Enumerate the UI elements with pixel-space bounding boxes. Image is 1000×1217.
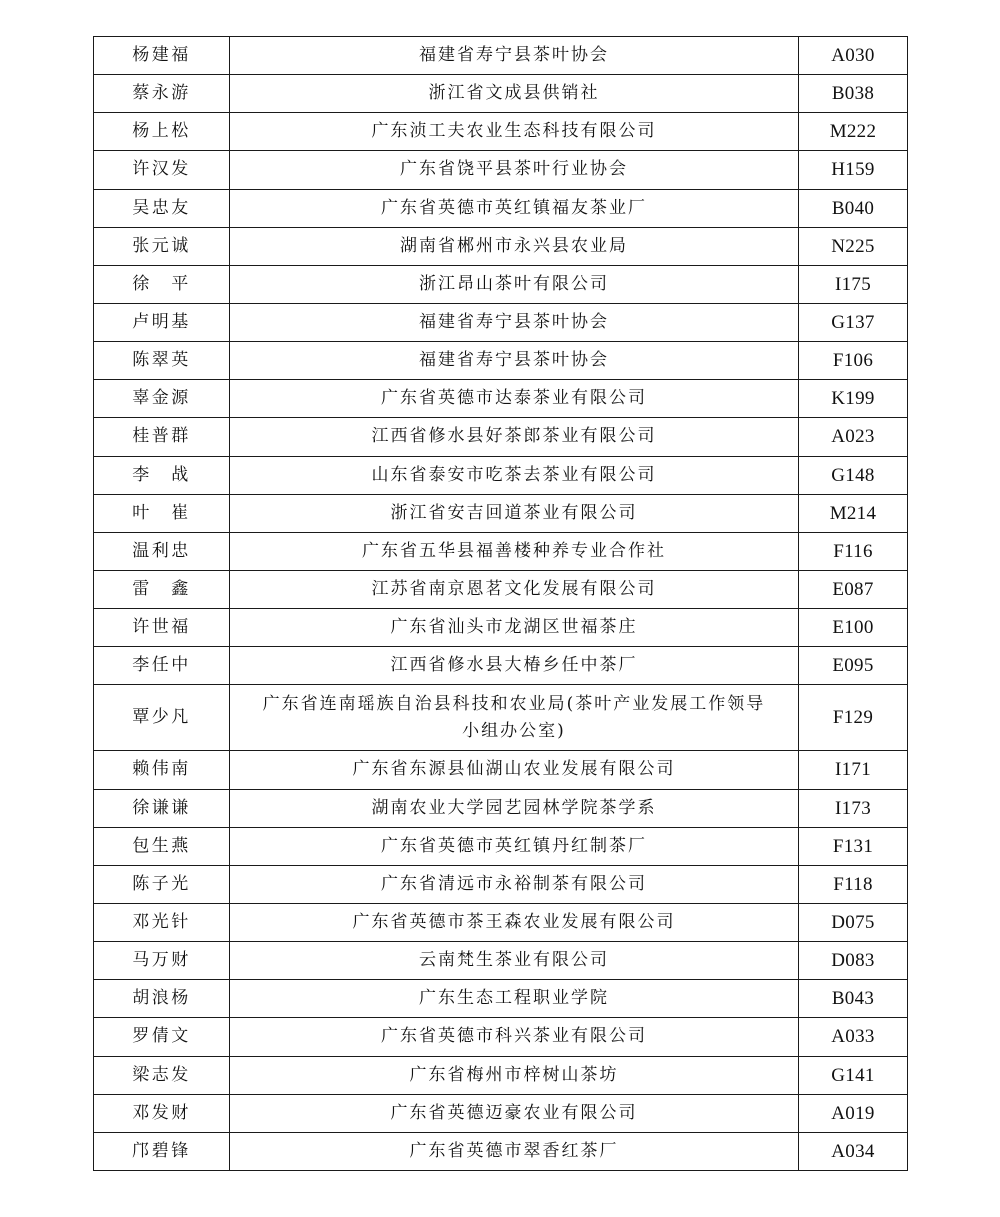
organization-cell: 广东浈工夫农业生态科技有限公司	[230, 113, 799, 151]
organization-cell: 云南梵生茶业有限公司	[230, 942, 799, 980]
name-cell: 雷 鑫	[94, 570, 230, 608]
organization-cell: 山东省泰安市吃茶去茶业有限公司	[230, 456, 799, 494]
code-cell: F106	[799, 342, 908, 380]
code-cell: E087	[799, 570, 908, 608]
table-row	[94, 418, 908, 456]
code-cell: I171	[799, 751, 908, 789]
code-cell: A019	[799, 1094, 908, 1132]
table-row	[94, 1056, 908, 1094]
code-cell: G137	[799, 303, 908, 341]
code-cell: B040	[799, 189, 908, 227]
code-cell: B038	[799, 75, 908, 113]
table-row	[94, 37, 908, 75]
code-cell: A023	[799, 418, 908, 456]
table-row	[94, 1132, 908, 1170]
name-cell: 杨建福	[94, 37, 230, 75]
name-cell: 辜金源	[94, 380, 230, 418]
table-row	[94, 189, 908, 227]
organization-cell: 广东省连南瑶族自治县科技和农业局(茶叶产业发展工作领导 小组办公室)	[230, 685, 799, 751]
name-cell: 陈翠英	[94, 342, 230, 380]
name-cell: 蔡永游	[94, 75, 230, 113]
code-cell: I175	[799, 265, 908, 303]
table-row	[94, 303, 908, 341]
table-row	[94, 494, 908, 532]
table-row	[94, 1018, 908, 1056]
code-cell: M222	[799, 113, 908, 151]
table-row	[94, 1094, 908, 1132]
table-row	[94, 609, 908, 647]
table-row	[94, 532, 908, 570]
code-cell: K199	[799, 380, 908, 418]
organization-cell: 广东省英德市科兴茶业有限公司	[230, 1018, 799, 1056]
name-cell: 覃少凡	[94, 685, 230, 751]
name-cell: 赖伟南	[94, 751, 230, 789]
organization-cell: 广东省东源县仙湖山农业发展有限公司	[230, 751, 799, 789]
organization-cell: 广东省英德市达泰茶业有限公司	[230, 380, 799, 418]
code-cell: D083	[799, 942, 908, 980]
table-row	[94, 942, 908, 980]
organization-cell: 广东生态工程职业学院	[230, 980, 799, 1018]
organization-cell: 湖南省郴州市永兴县农业局	[230, 227, 799, 265]
code-cell: A030	[799, 37, 908, 75]
code-cell: N225	[799, 227, 908, 265]
code-cell: G148	[799, 456, 908, 494]
organization-cell: 福建省寿宁县茶叶协会	[230, 37, 799, 75]
organization-cell: 江西省修水县好茶郎茶业有限公司	[230, 418, 799, 456]
code-cell: A033	[799, 1018, 908, 1056]
organization-cell: 广东省英德市英红镇丹红制茶厂	[230, 827, 799, 865]
code-cell: B043	[799, 980, 908, 1018]
organization-cell: 浙江省安吉回道茶业有限公司	[230, 494, 799, 532]
name-cell: 邓发财	[94, 1094, 230, 1132]
organization-cell: 江西省修水县大椿乡任中茶厂	[230, 647, 799, 685]
table-row	[94, 75, 908, 113]
name-cell: 马万财	[94, 942, 230, 980]
code-cell: F129	[799, 685, 908, 751]
name-cell: 许汉发	[94, 151, 230, 189]
name-cell: 叶 崔	[94, 494, 230, 532]
name-cell: 吴忠友	[94, 189, 230, 227]
name-cell: 张元诚	[94, 227, 230, 265]
code-cell: G141	[799, 1056, 908, 1094]
organization-cell: 浙江省文成县供销社	[230, 75, 799, 113]
organization-cell: 广东省梅州市梓树山茶坊	[230, 1056, 799, 1094]
table-row	[94, 751, 908, 789]
name-cell: 李 战	[94, 456, 230, 494]
name-cell: 李任中	[94, 647, 230, 685]
code-cell: F131	[799, 827, 908, 865]
name-cell: 徐 平	[94, 265, 230, 303]
table-row	[94, 570, 908, 608]
name-cell: 包生燕	[94, 827, 230, 865]
organization-cell: 广东省英德市翠香红茶厂	[230, 1132, 799, 1170]
code-cell: I173	[799, 789, 908, 827]
name-cell: 胡浪杨	[94, 980, 230, 1018]
table-row	[94, 647, 908, 685]
code-cell: A034	[799, 1132, 908, 1170]
organization-cell: 广东省饶平县茶叶行业协会	[230, 151, 799, 189]
organization-cell: 福建省寿宁县茶叶协会	[230, 303, 799, 341]
code-cell: M214	[799, 494, 908, 532]
name-cell: 邝碧锋	[94, 1132, 230, 1170]
name-cell: 许世福	[94, 609, 230, 647]
table-row	[94, 903, 908, 941]
code-cell: F116	[799, 532, 908, 570]
organization-cell: 浙江昂山茶叶有限公司	[230, 265, 799, 303]
organization-cell: 湖南农业大学园艺园林学院茶学系	[230, 789, 799, 827]
table-row	[94, 980, 908, 1018]
code-cell: H159	[799, 151, 908, 189]
organization-cell: 广东省五华县福善楼种养专业合作社	[230, 532, 799, 570]
table-row	[94, 265, 908, 303]
table-row	[94, 827, 908, 865]
table-row	[94, 865, 908, 903]
table-row	[94, 456, 908, 494]
organization-cell: 广东省清远市永裕制茶有限公司	[230, 865, 799, 903]
organization-cell: 广东省汕头市龙湖区世福茶庄	[230, 609, 799, 647]
table-body	[94, 37, 908, 1171]
table-row	[94, 380, 908, 418]
table-row	[94, 151, 908, 189]
organization-cell: 江苏省南京恩茗文化发展有限公司	[230, 570, 799, 608]
awardee-table	[93, 36, 908, 1171]
name-cell: 杨上松	[94, 113, 230, 151]
name-cell: 徐谦谦	[94, 789, 230, 827]
code-cell: E095	[799, 647, 908, 685]
table-row	[94, 789, 908, 827]
name-cell: 梁志发	[94, 1056, 230, 1094]
table-row	[94, 227, 908, 265]
name-cell: 罗倩文	[94, 1018, 230, 1056]
table-row	[94, 113, 908, 151]
organization-cell: 广东省英德市茶王森农业发展有限公司	[230, 903, 799, 941]
table-row	[94, 342, 908, 380]
organization-cell: 广东省英德市英红镇福友茶业厂	[230, 189, 799, 227]
organization-cell: 福建省寿宁县茶叶协会	[230, 342, 799, 380]
organization-cell: 广东省英德迈豪农业有限公司	[230, 1094, 799, 1132]
code-cell: D075	[799, 903, 908, 941]
code-cell: E100	[799, 609, 908, 647]
name-cell: 卢明基	[94, 303, 230, 341]
name-cell: 桂普群	[94, 418, 230, 456]
name-cell: 温利忠	[94, 532, 230, 570]
name-cell: 邓光针	[94, 903, 230, 941]
name-cell: 陈子光	[94, 865, 230, 903]
table-row	[94, 685, 908, 751]
code-cell: F118	[799, 865, 908, 903]
